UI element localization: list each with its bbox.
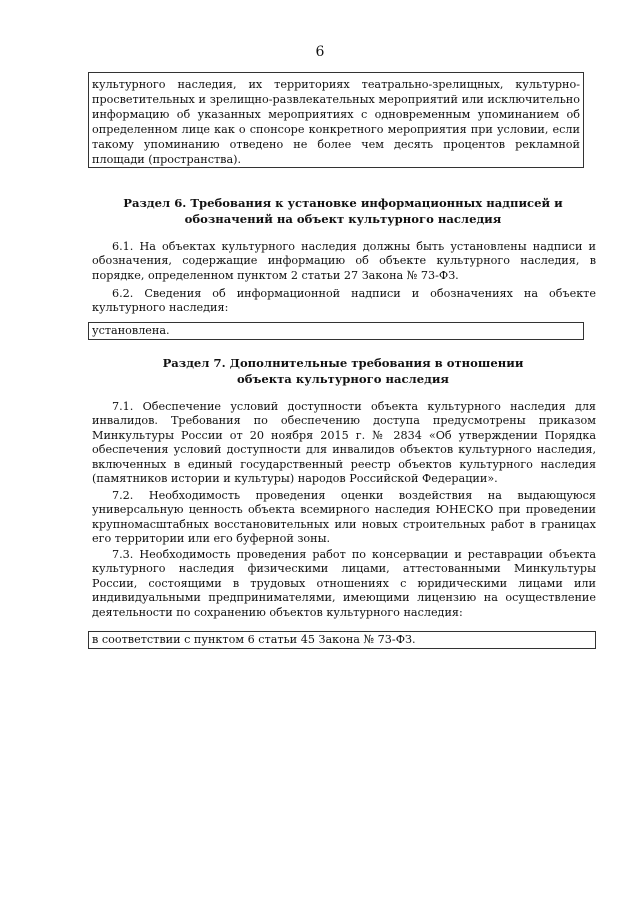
section-6-answer: установлена. (92, 324, 170, 337)
paragraph-7-1: 7.1. Обеспечение условий доступности объекта культурного наследия для инвалидов. Требования по обеспечению доступа предусмотрены приказом Минкультуры России от 20 ноября 2015 г. № 2834 «Об утверждении Порядка обеспечения условий доступности для инвалидов объектов культурного наследия, включенных в единый государственный реестр объектов культурного наследия (памятников истории и культуры) народов Российской Федерации». (92, 400, 596, 486)
section-7-heading-line2: объекта культурного наследия (237, 371, 449, 386)
paragraph-6-1: 6.1. На объектах культурного наследия должны быть установлены надписи и обозначения, содержащие информацию об объекте культурного наследия, в порядке, определенном пунктом 2 статьи 27 Закона № 73-ФЗ. (92, 240, 596, 282)
section-7-heading (88, 356, 598, 387)
section-7-heading-line1: Раздел 7. Дополнительные требования в отношении (162, 356, 524, 370)
section-7-answer-box (88, 631, 596, 649)
page-number: 6 (315, 44, 325, 60)
paragraph-7-2: 7.2. Необходимость проведения оценки воздействия на выдающуюся универсальную ценность объекта всемирного наследия ЮНЕСКО при проведении крупномасштабных восстановительных или новых строительных работ в границах его территории или его буферной зоны. (92, 489, 596, 546)
section-6-heading (88, 196, 598, 227)
continuation-box (88, 72, 584, 168)
paragraph-6-2: 6.2. Сведения об информационной надписи и обозначениях на объекте культурного наследия: (92, 287, 596, 315)
section-6-heading-line1: Раздел 6. Требования к установке информационных надписей и (123, 196, 563, 210)
section-6-heading-line2: обозначений на объект культурного наследия (184, 211, 502, 226)
section-6-answer-box (88, 322, 584, 340)
continuation-text: культурного наследия, их территориях театрально-зрелищных, культурно-просветительных и зрелищно-развлекательных мероприятий или исключительно информацию об указанных мероприятиях с одновременным упоминанием об определенном лице как о спонсоре конкретного мероприятия при условии, если такому упоминанию отведено не более чем десять процентов рекламной площади (пространства). (92, 78, 580, 166)
paragraph-7-3: 7.3. Необходимость проведения работ по консервации и реставрации объекта культурного наследия физическими лицами, аттестованными Минкультуры России, состоящими в трудовых отношениях с юридическими лицами или индивидуальными предпринимателями, имеющими лицензию на осуществление деятельности по сохранению объектов культурного наследия: (92, 548, 596, 619)
section-7-answer: в соответствии с пунктом 6 статьи 45 Закона № 73-ФЗ. (92, 633, 416, 646)
